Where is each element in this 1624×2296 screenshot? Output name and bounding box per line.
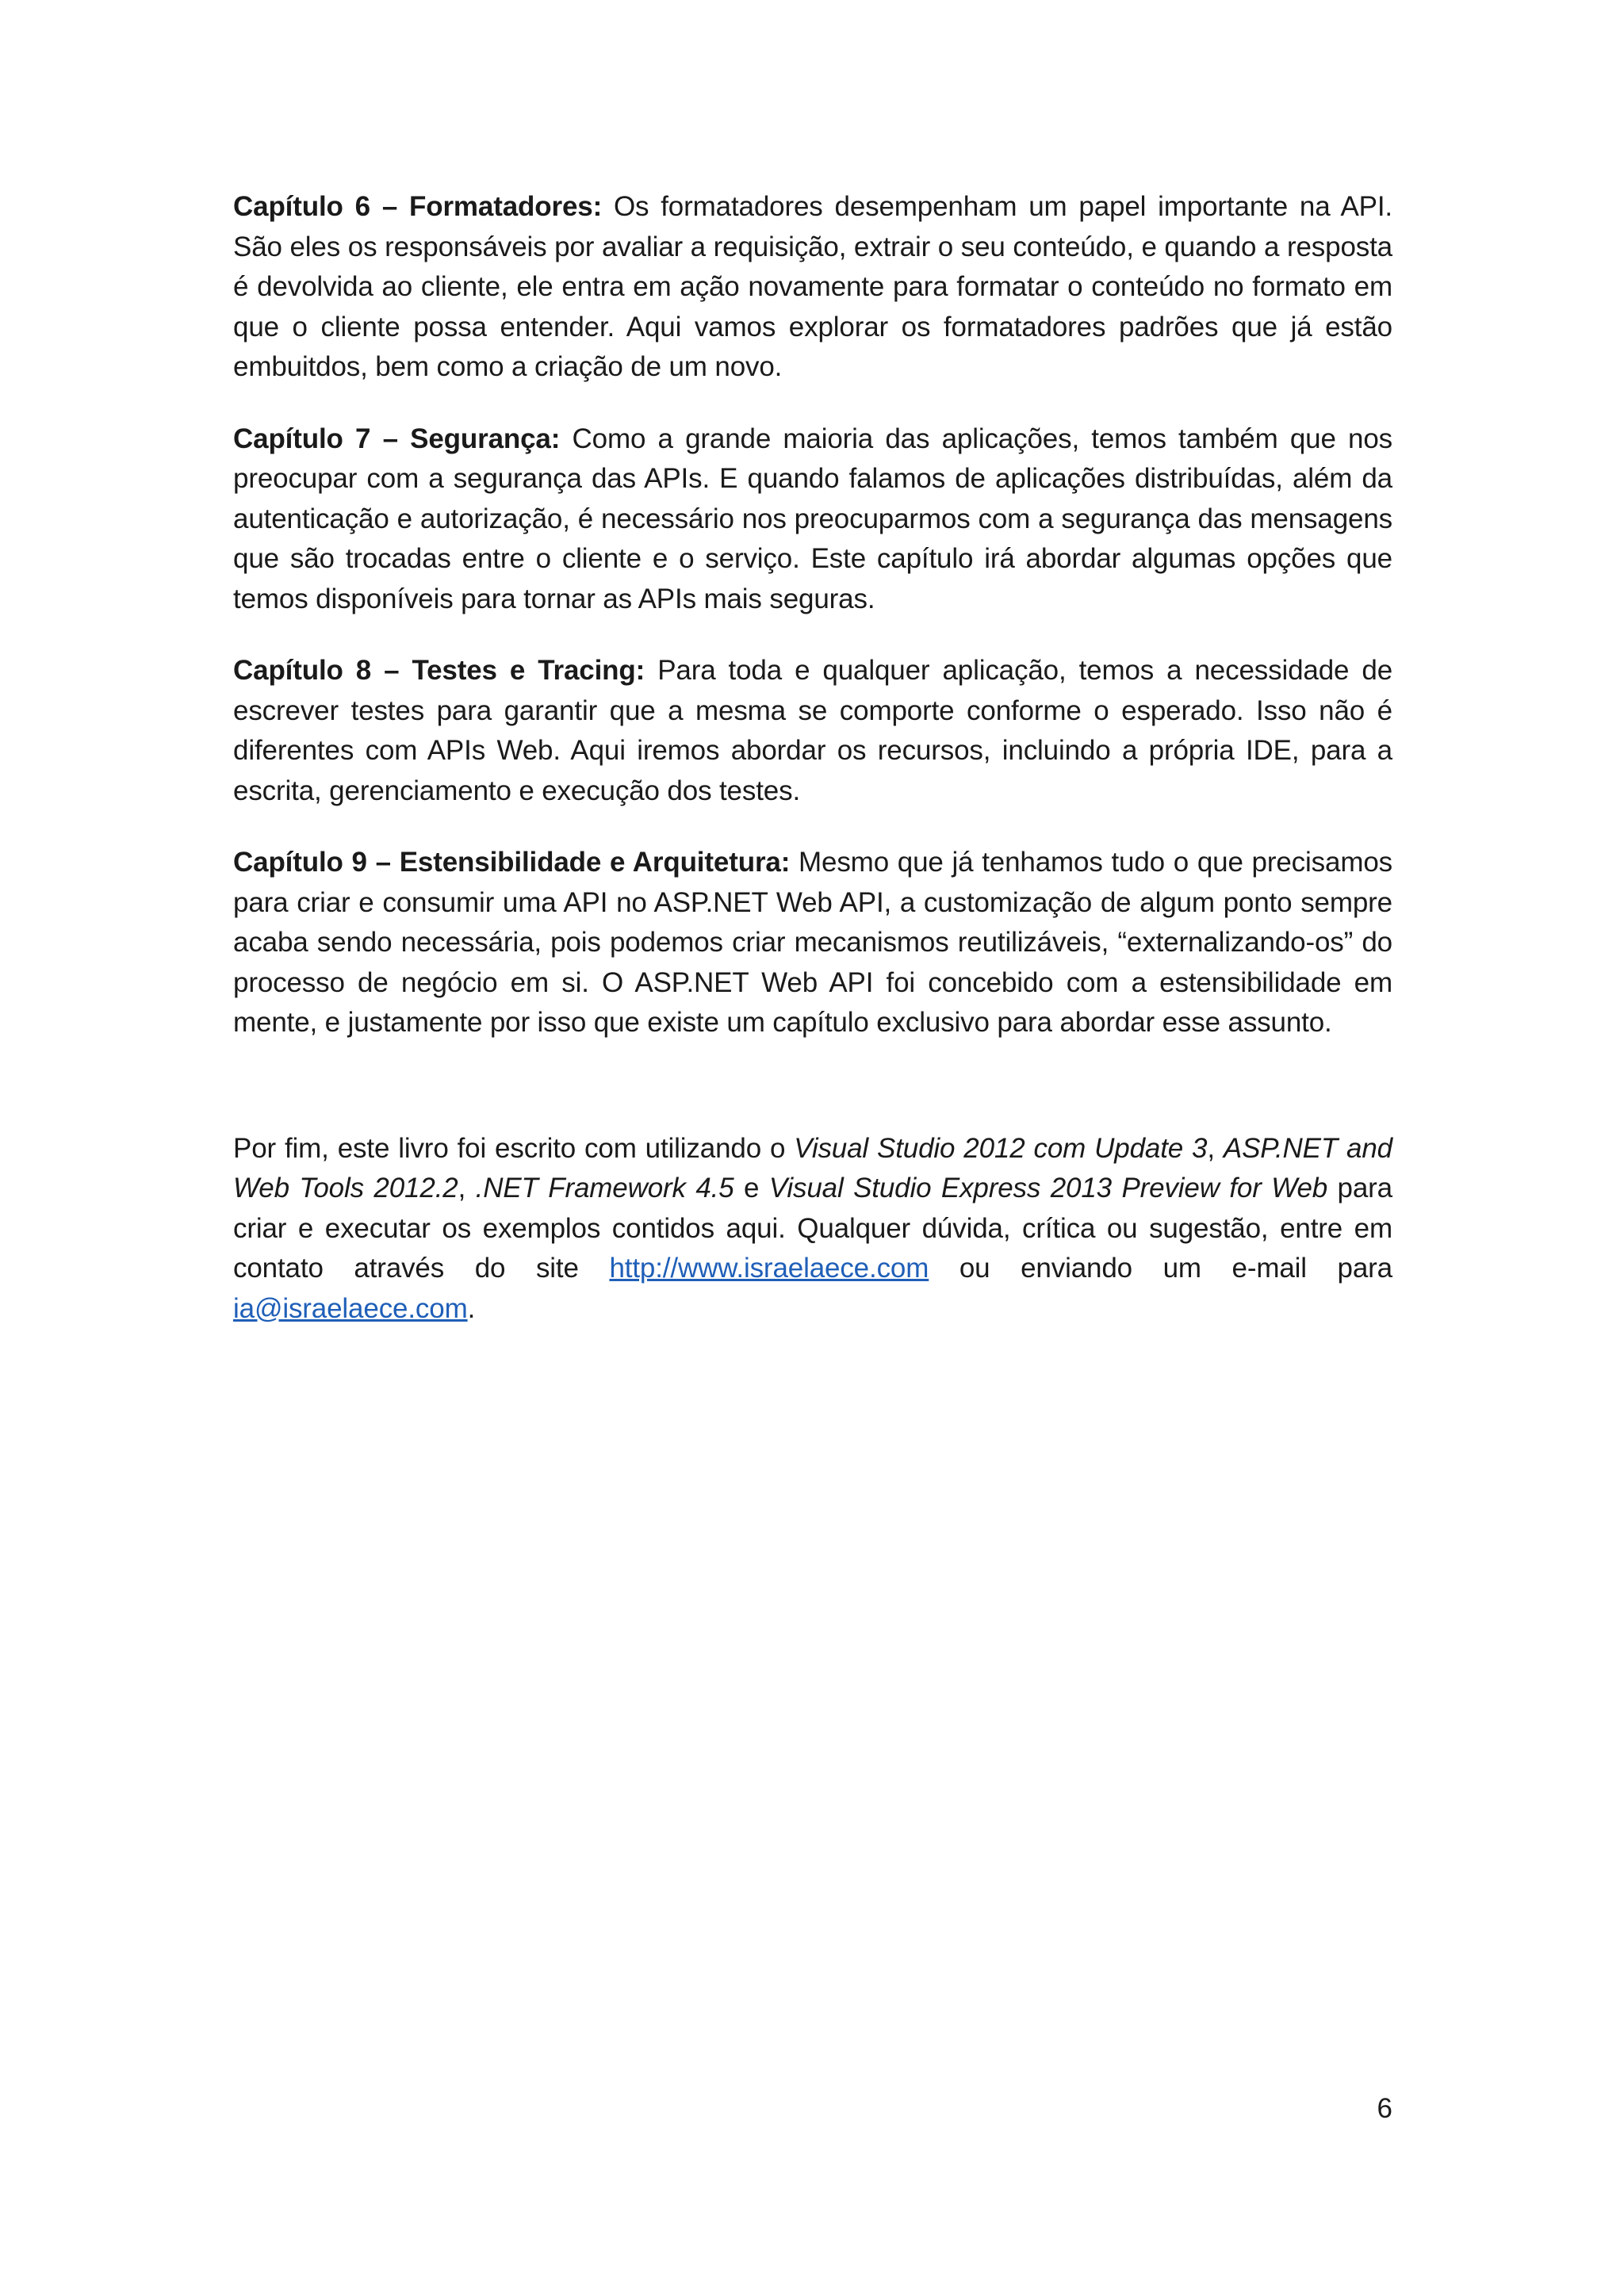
chapter-8-body: Para toda e qualquer aplicação, temos a necessidade de escrever testes para garantir que a mesma se comporte conforme o esperado. Isso não é diferentes com APIs Web. Aqui iremos abordar os recursos, incluindo a própria IDE, para a escrita, gerenciamento e execução dos testes. [233,655,1393,806]
chapter-6-body: Os formatadores desempenham um papel importante na API. São eles os responsáveis por avaliar a requisição, extrair o seu conteúdo, e quando a resposta é devolvida ao cliente, ele entra em ação novamente para formatar o conteúdo no formato em que o cliente possa entender. Aqui vamos explorar os formatadores padrões que já estão embuitdos, bem como a criação de um novo. [233,191,1392,382]
chapter-8-paragraph [233,651,1392,811]
closing-separator-3: e [733,1173,769,1203]
closing-paragraph [233,1129,1392,1330]
closing-end: . [467,1292,476,1324]
closing-separator-2: , [458,1173,476,1203]
tool-aspnet-web-tools: ASP.NET and Web Tools 2012.2 [233,1132,1393,1203]
tool-net-framework: .NET Framework 4.5 [475,1173,734,1203]
chapter-9-paragraph [233,843,1392,1043]
chapter-7-title: Capítulo 7 – Segurança: [233,423,561,454]
page-number: 6 [1377,2093,1392,2124]
closing-middle: para criar e executar os exemplos contidos aqui. Qualquer dúvida, crítica ou sugestão, entre em contato através do site [233,1173,1392,1284]
chapter-6-paragraph [233,187,1392,388]
chapter-9-body: Mesmo que já tenhamos tudo o que precisamos para criar e consumir uma API no ASP.NET Web API, a customização de algum ponto sempre acaba sendo necessária, pois podemos criar mecanismos reutilizáveis, “externalizando-os” do processo de negócio em si. O ASP.NET Web API foi concebido com a estensibilidade em mente, e justamente por isso que existe um capítulo exclusivo para abordar esse assunto. [233,847,1392,1038]
closing-separator-1: , [1207,1132,1224,1164]
chapter-9-title: Capítulo 9 – Estensibilidade e Arquitetura: [233,847,791,878]
closing-intro: Por fim, este livro foi escrito com utilizando o [233,1132,795,1164]
tool-visual-studio-express: Visual Studio Express 2013 Preview for Web [768,1173,1328,1203]
page-content [233,187,1392,1360]
chapter-7-body: Como a grande maioria das aplicações, temos também que nos preocupar com a segurança das APIs. E quando falamos de aplicações distribuídas, além da autenticação e autorização, é necessário nos preocuparmos com a segurança das mensagens que são trocadas entre o cliente e o serviço. Este capítulo irá abordar algumas opções que temos disponíveis para tornar as APIs mais seguras. [233,423,1392,614]
chapter-6-title: Capítulo 6 – Formatadores: [233,191,603,222]
chapter-7-paragraph [233,419,1392,620]
website-link[interactable]: http://www.israelaece.com [609,1253,929,1284]
chapter-8-title: Capítulo 8 – Testes e Tracing: [233,655,645,686]
email-link[interactable]: ia@israelaece.com [233,1292,468,1324]
closing-middle-2: ou enviando um e-mail para [929,1253,1392,1284]
tool-visual-studio-2012: Visual Studio 2012 com Update 3 [794,1132,1208,1164]
